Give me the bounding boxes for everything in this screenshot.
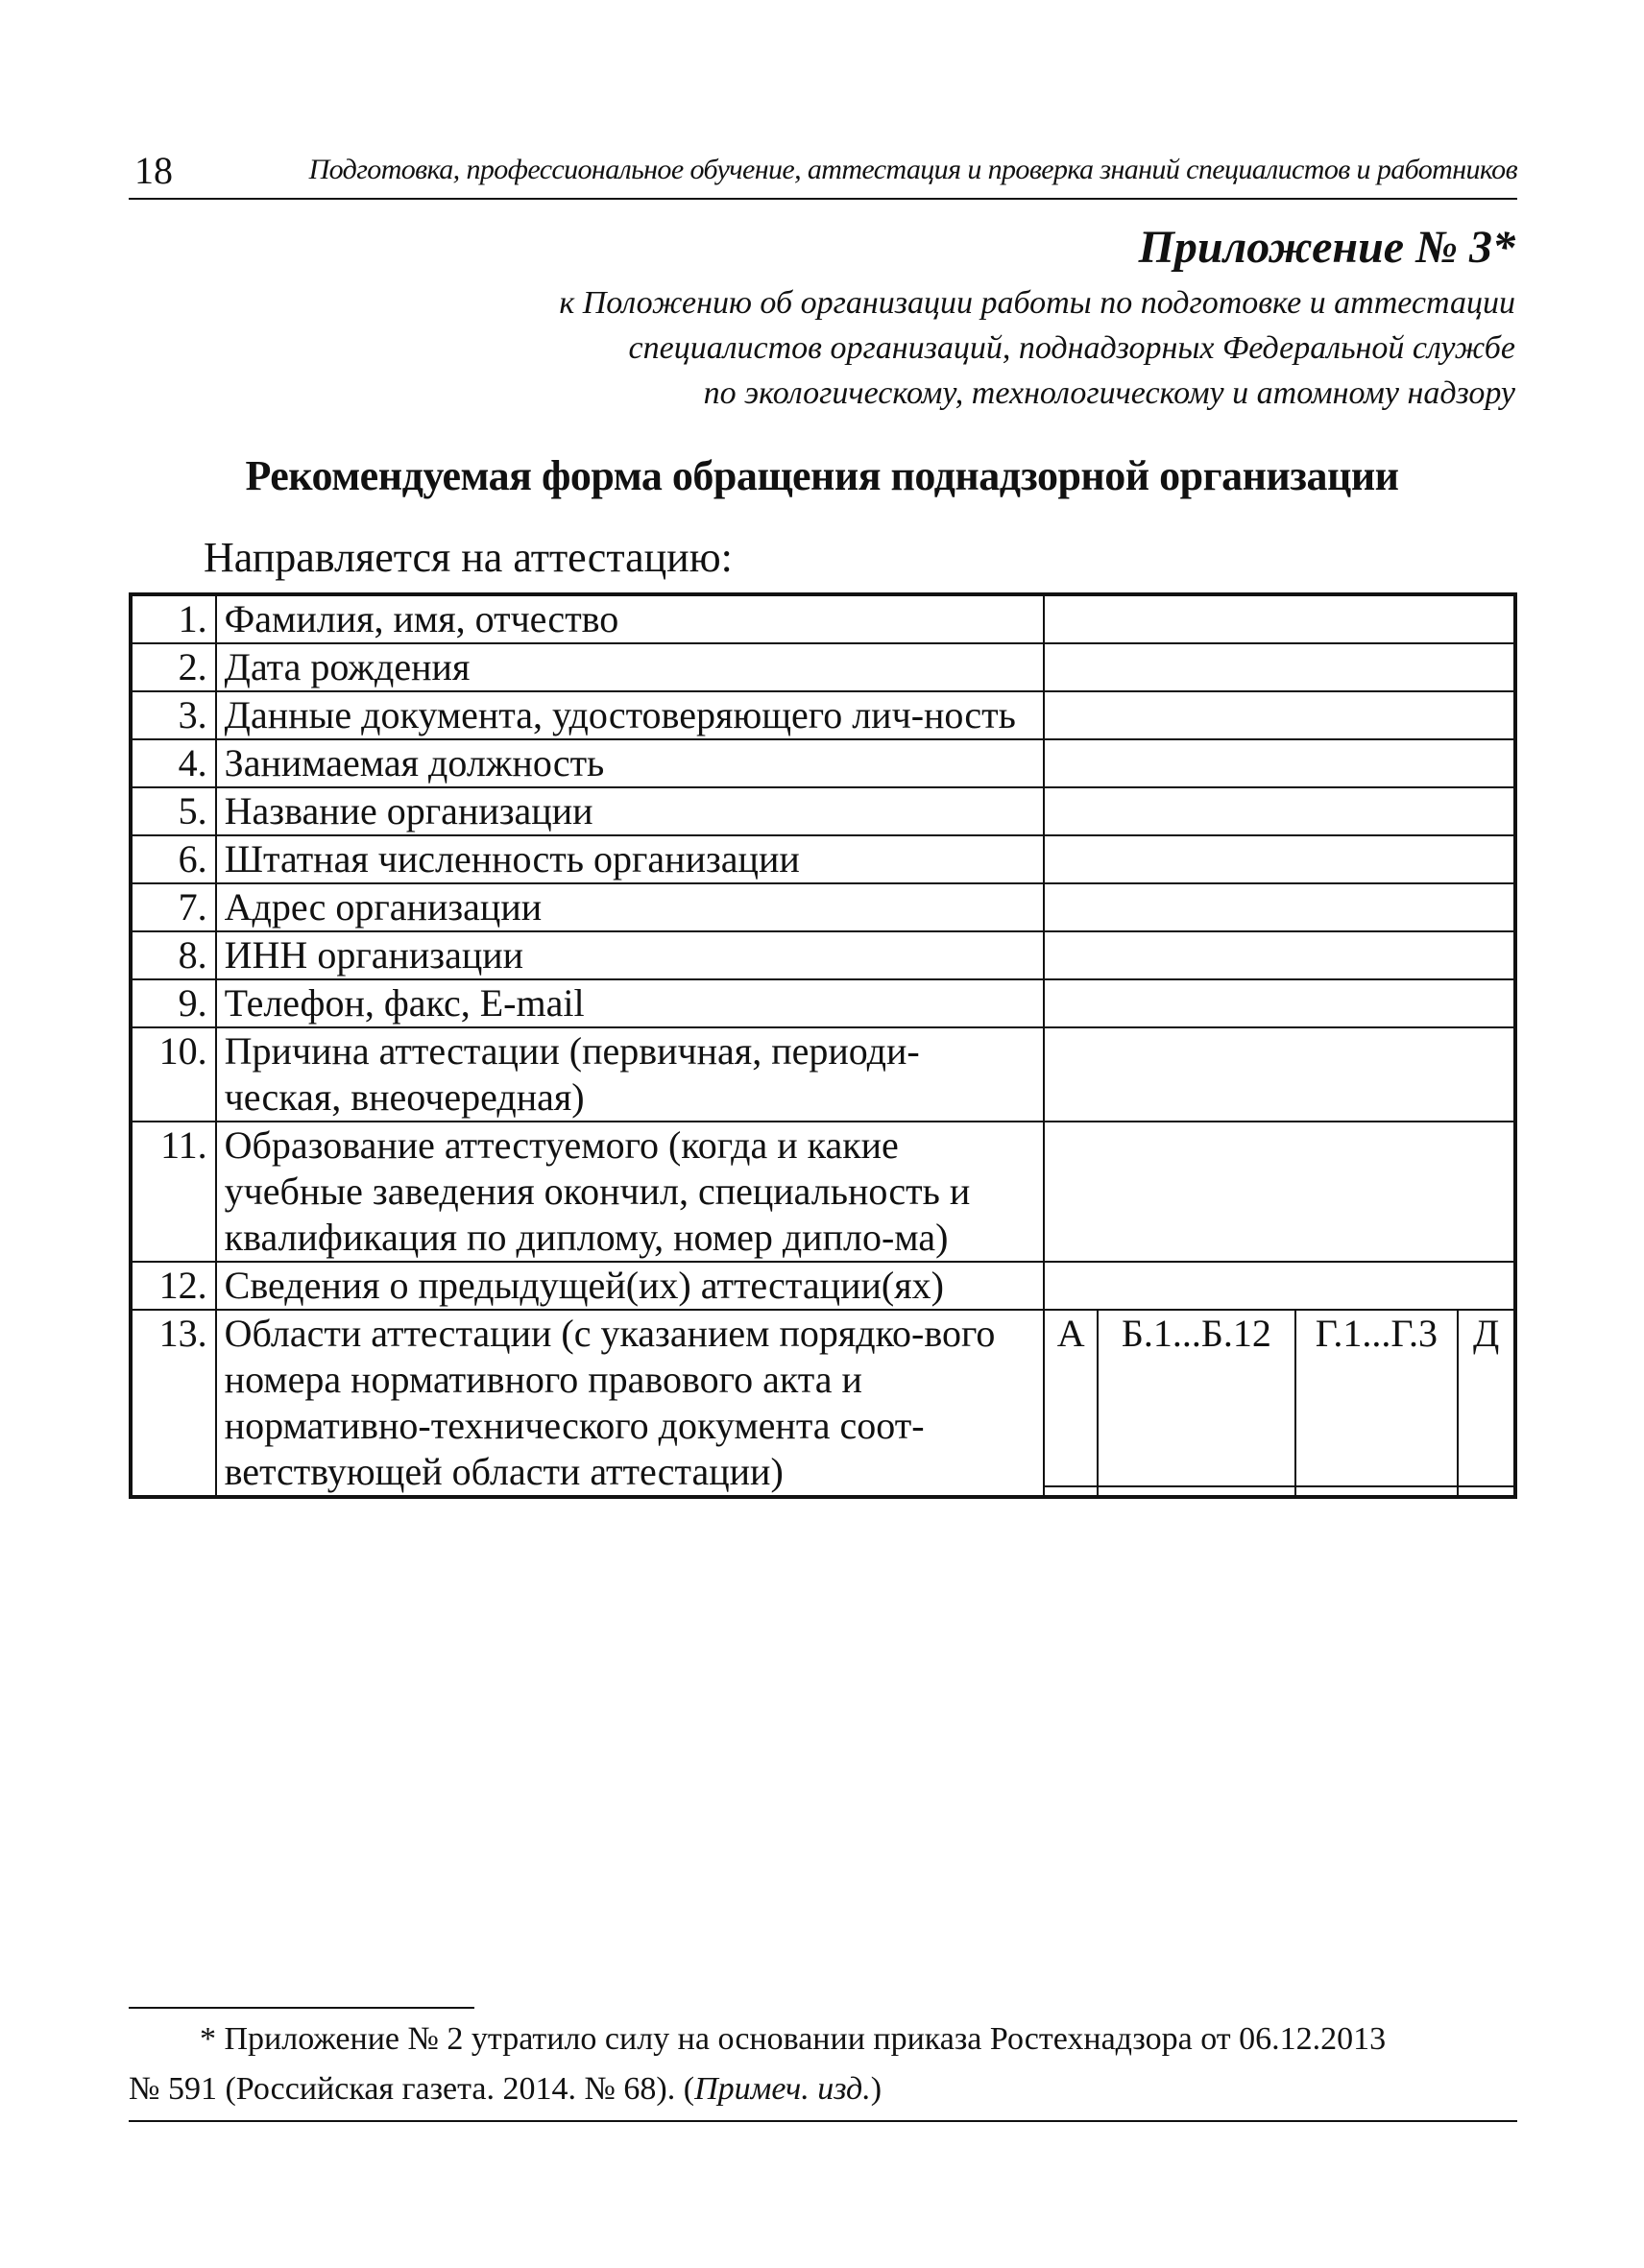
footnote-text: № 591 (Российская газета. 2014. № 68). ( [129, 2071, 695, 2107]
table-row [131, 883, 1515, 931]
table-row [131, 835, 1515, 883]
row-number: 1. [131, 594, 216, 643]
row-number: 11. [131, 1122, 216, 1262]
row-number: 7. [131, 883, 216, 931]
row-label: Занимаемая должность [216, 739, 1045, 787]
appendix-subtitle [267, 280, 1515, 416]
area-header-g: Г.1...Г.3 [1295, 1310, 1459, 1486]
row-label: Телефон, факс, E-mail [216, 979, 1045, 1027]
page-header [129, 144, 1517, 200]
row-label: Штатная численность организации [216, 835, 1045, 883]
value-cell[interactable] [1044, 979, 1515, 1027]
row-number: 8. [131, 931, 216, 979]
table-row [131, 1122, 1515, 1262]
value-cell[interactable] [1044, 691, 1515, 739]
area-cell-d[interactable] [1458, 1486, 1515, 1497]
row-number: 10. [131, 1027, 216, 1122]
appendix-subtitle-line: к Положению об организации работы по подготовке и аттестации [559, 285, 1515, 321]
row-label: Дата рождения [216, 643, 1045, 691]
value-cell[interactable] [1044, 883, 1515, 931]
area-cell-g[interactable] [1295, 1486, 1459, 1497]
value-cell[interactable] [1044, 835, 1515, 883]
value-cell[interactable] [1044, 1027, 1515, 1122]
footnote-text: ) [870, 2071, 882, 2107]
table-row [131, 594, 1515, 643]
appendix-title: Приложение № 3* [1138, 222, 1515, 273]
appendix-subtitle-line: по экологическому, технологическому и атомному надзору [703, 375, 1515, 411]
value-cell[interactable] [1044, 643, 1515, 691]
footnote [129, 2015, 1517, 2114]
appendix-subtitle-line: специалистов организаций, поднадзорных Федеральной службе [628, 330, 1515, 366]
row-number: 3. [131, 691, 216, 739]
value-cell[interactable] [1044, 594, 1515, 643]
row-label: Области аттестации (с указанием порядко-вого номера нормативного правового акта и нормативно-технического документа соот-ветствующей области аттестации) [216, 1310, 1045, 1497]
table-row [131, 1310, 1515, 1486]
value-cell[interactable] [1044, 1122, 1515, 1262]
row-number: 9. [131, 979, 216, 1027]
table-row [131, 739, 1515, 787]
table-row [131, 643, 1515, 691]
area-cell-a[interactable] [1044, 1486, 1098, 1497]
row-number: 2. [131, 643, 216, 691]
row-number: 4. [131, 739, 216, 787]
page-number: 18 [134, 149, 173, 192]
row-number: 12. [131, 1262, 216, 1310]
table-row [131, 979, 1515, 1027]
row-label: Данные документа, удостоверяющего лич-ность [216, 691, 1045, 739]
row-label: Название организации [216, 787, 1045, 835]
table-row [131, 1262, 1515, 1310]
row-label: Сведения о предыдущей(их) аттестации(ях) [216, 1262, 1045, 1310]
area-cell-b[interactable] [1098, 1486, 1294, 1497]
footnote-line: * Приложение № 2 утратило силу на основании приказа Ростехнадзора от 06.12.2013 [200, 2021, 1387, 2057]
page-bottom-rule [129, 2120, 1517, 2122]
value-cell[interactable] [1044, 787, 1515, 835]
row-label: Причина аттестации (первичная, периоди-ческая, внеочередная) [216, 1027, 1045, 1122]
footnote-line [129, 2064, 1517, 2114]
area-header-b: Б.1...Б.12 [1098, 1310, 1294, 1486]
row-label: Адрес организации [216, 883, 1045, 931]
table-row [131, 691, 1515, 739]
form-title: Рекомендуемая форма обращения поднадзорной организации [245, 452, 1399, 499]
row-label: ИНН организации [216, 931, 1045, 979]
row-label: Образование аттестуемого (когда и какие учебные заведения окончил, специальность и квалификация по диплому, номер дипло-ма) [216, 1122, 1045, 1262]
table-row [131, 787, 1515, 835]
footnote-divider [129, 2007, 474, 2009]
row-label: Фамилия, имя, отчество [216, 594, 1045, 643]
table-row [131, 1027, 1515, 1122]
row-number: 13. [131, 1310, 216, 1497]
direction-label: Направляется на аттестацию: [204, 534, 733, 581]
running-title: Подготовка, профессиональное обучение, аттестация и проверка знаний специалистов и работников [308, 154, 1517, 185]
application-form-table [129, 592, 1517, 1499]
row-number: 6. [131, 835, 216, 883]
area-header-a: А [1044, 1310, 1098, 1486]
footnote-editor-note: Примеч. изд. [694, 2071, 871, 2107]
value-cell[interactable] [1044, 1262, 1515, 1310]
table-row [131, 931, 1515, 979]
value-cell[interactable] [1044, 739, 1515, 787]
row-number: 5. [131, 787, 216, 835]
area-header-d: Д [1458, 1310, 1515, 1486]
value-cell[interactable] [1044, 931, 1515, 979]
